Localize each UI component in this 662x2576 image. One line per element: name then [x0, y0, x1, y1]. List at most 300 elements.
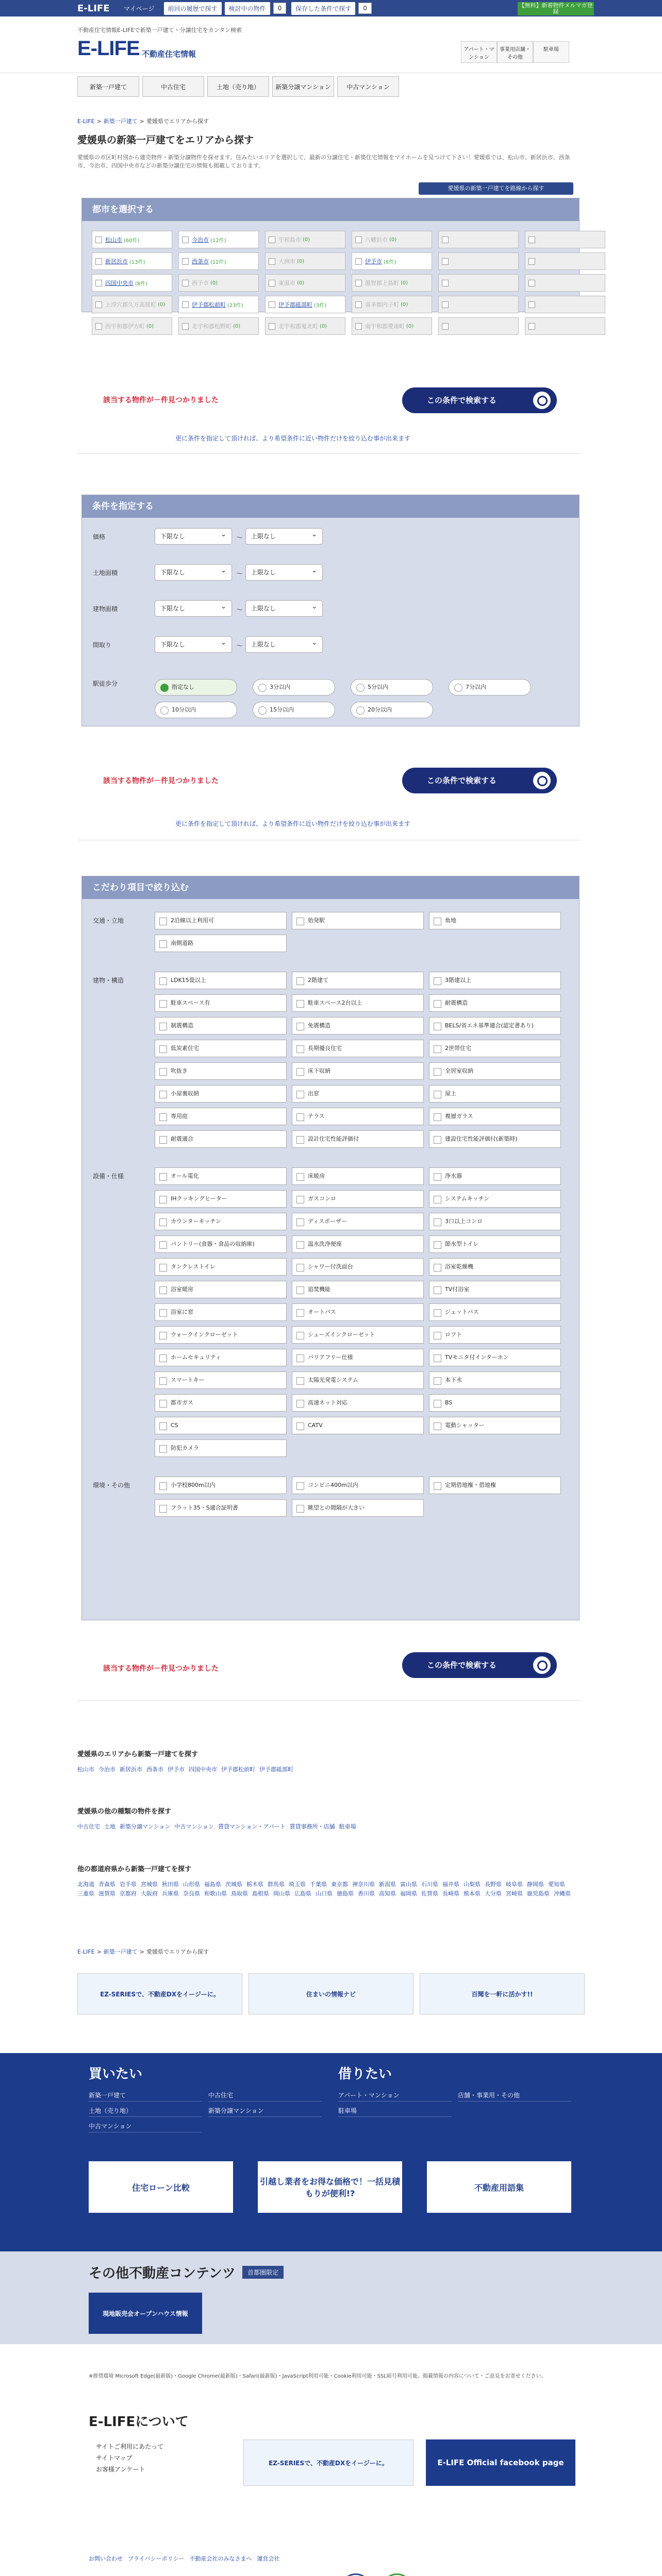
link-item[interactable]: 西条市 [146, 1766, 163, 1773]
kodawari-checkbox[interactable]: TV付浴室 [429, 1281, 561, 1298]
breadcrumb-home[interactable]: E-LIFE [77, 118, 95, 125]
link-item[interactable]: 広島県 [294, 1890, 311, 1897]
link-item[interactable]: 栃木県 [246, 1881, 263, 1888]
kodawari-checkbox[interactable]: 浴室に窓 [155, 1303, 287, 1321]
range-tilde: 〜 [236, 606, 243, 614]
link-item[interactable]: 奈良県 [183, 1890, 200, 1897]
nav-used-mansion[interactable]: 中古マンション [337, 76, 399, 97]
link-item[interactable]: 福井県 [442, 1881, 459, 1888]
city-count: (5件) [384, 259, 396, 265]
kodawari-checkbox[interactable]: フラット35・S適合証明書 [155, 1499, 287, 1517]
buy-title: 買いたい [89, 2066, 143, 2082]
search-button-3[interactable] [402, 1652, 557, 1678]
city-option [525, 252, 605, 270]
breadcrumb-category[interactable]: 新築一戸建て [103, 1948, 138, 1955]
kodawari-checkbox[interactable]: 全居室収納 [429, 1062, 561, 1080]
condition-panel-title: 条件を指定する [82, 495, 579, 518]
link-item[interactable]: 徳島県 [337, 1890, 354, 1897]
global-nav [77, 76, 402, 97]
checkbox-icon [528, 236, 535, 243]
link-item[interactable]: 兵庫県 [162, 1890, 179, 1897]
saved-search-button[interactable]: 保存した条件で探す [291, 2, 355, 15]
link-item[interactable]: 東京都 [331, 1881, 348, 1888]
walk-label: 駅徒歩分 [93, 680, 118, 687]
footer-buy-used-house[interactable]: 中古住宅 [208, 2089, 322, 2102]
search-button-2[interactable] [402, 768, 557, 793]
kodawari-checkbox[interactable]: 本下水 [429, 1371, 561, 1389]
max-select[interactable]: 上限なし ⌄ [245, 528, 323, 545]
city-count: (0) [158, 301, 166, 308]
checkbox-icon [269, 280, 275, 286]
city-option[interactable] [265, 296, 345, 313]
link-item[interactable]: 秋田県 [162, 1881, 179, 1888]
link-item[interactable]: 神奈川県 [352, 1881, 375, 1888]
kodawari-checkbox[interactable]: 制震構造 [155, 1017, 287, 1035]
checkbox-icon [355, 301, 362, 308]
kodawari-checkbox[interactable]: 電動シャッター [429, 1417, 561, 1434]
city-option [438, 274, 519, 292]
footer-rent-business[interactable]: 店舗・事業用・その他 [458, 2089, 571, 2102]
link-item[interactable]: 大分県 [485, 1890, 502, 1897]
link-item[interactable]: 福岡県 [400, 1890, 417, 1897]
checkbox-icon [442, 280, 449, 286]
kodawari-checkbox[interactable]: スマートキー [155, 1371, 287, 1389]
search-button-label: この条件で検索する [427, 1660, 497, 1670]
kodawari-checkbox[interactable]: 出窓 [292, 1085, 424, 1103]
checkbox-icon [95, 323, 102, 330]
city-option[interactable] [92, 274, 172, 292]
city-name: 新居浜市 [105, 258, 128, 265]
link-item[interactable]: 新居浜市 [120, 1766, 142, 1773]
city-count: (0) [146, 323, 154, 329]
nav-land[interactable]: 土地（売り地） [207, 76, 269, 97]
company-link[interactable]: 運営会社 [257, 2555, 280, 2562]
city-option[interactable] [265, 274, 345, 292]
kodawari-checkbox[interactable]: 駐車スペース有 [155, 994, 287, 1012]
other-contents [0, 2251, 662, 2344]
city-option[interactable] [178, 231, 259, 248]
footer-rent-apartment[interactable]: アパート・マンション [338, 2089, 452, 2102]
footer-buy-new-mansion[interactable]: 新築分譲マンション [208, 2105, 322, 2117]
kodawari-checkbox[interactable]: シャワー付洗面台 [292, 1258, 424, 1276]
header-tagline: 不動産住宅情報E-LIFEで新築一戸建て・分譲住宅をカンタン検索 [77, 27, 242, 33]
breadcrumb-bottom: E-LIFE > 新築一戸建て > 愛媛県でエリアから探す [77, 1948, 209, 1955]
kodawari-checkbox[interactable]: BELS/省エネ基準適合(認定書あり) [429, 1017, 561, 1035]
kodawari-checkbox[interactable]: IHクッキングヒーター [155, 1190, 287, 1208]
checkbox-icon [95, 280, 102, 286]
link-item[interactable]: 賃貸事務所・店舗 [289, 1823, 335, 1830]
kodawari-checkbox[interactable]: 南側道路 [155, 935, 287, 952]
city-option [525, 317, 605, 335]
divider [77, 453, 581, 454]
link-item[interactable]: 中古住宅 [77, 1823, 100, 1830]
walk-radio[interactable]: 7分以内 [449, 679, 531, 696]
site-subtitle: 不動産住宅情報 [142, 49, 196, 59]
link-item[interactable]: 大阪府 [141, 1890, 158, 1897]
kodawari-checkbox[interactable]: 始発駅 [292, 912, 424, 929]
checkbox-icon [182, 280, 189, 286]
city-option[interactable] [178, 296, 259, 313]
link-item[interactable]: 鳥取県 [231, 1890, 248, 1897]
kodawari-checkbox[interactable]: シューズインクローゼット [292, 1326, 424, 1344]
footer-links [89, 2554, 279, 2563]
city-name: 南宇和郡愛南町 [365, 323, 405, 330]
link-item[interactable]: 京都府 [120, 1890, 137, 1897]
sumai-navi-banner[interactable]: 住まいの情報ナビ [249, 1973, 413, 2014]
kodawari-checkbox[interactable]: タンクレストイレ [155, 1258, 287, 1276]
link-item[interactable]: 山形県 [183, 1881, 200, 1888]
kodawari-checkbox[interactable]: オール電化 [155, 1167, 287, 1185]
kodawari-checkbox[interactable]: LDK15畳以上 [155, 972, 287, 989]
link-item[interactable]: 宮崎県 [506, 1890, 523, 1897]
link-item[interactable]: 青森県 [98, 1881, 115, 1888]
city-name: 松山市 [105, 236, 122, 243]
nav-new-mansion[interactable]: 新築分譲マンション [272, 76, 334, 97]
kodawari-checkbox[interactable]: カウンターキッチン [155, 1213, 287, 1230]
link-item[interactable]: 山梨県 [464, 1881, 481, 1888]
kodawari-checkbox[interactable]: 3階建以上 [429, 972, 561, 989]
link-item[interactable]: 滋賀県 [98, 1890, 115, 1897]
parking-button[interactable]: 駐車場 [533, 41, 569, 63]
link-item[interactable]: 新潟県 [379, 1881, 396, 1888]
kodawari-checkbox[interactable]: 耐震構造 [429, 994, 561, 1012]
city-name: 上浮穴郡久万高原町 [105, 301, 156, 308]
city-name: 伊予郡砥部町 [278, 301, 312, 308]
checkbox-icon [442, 301, 449, 308]
kodawari-checkbox[interactable]: オートバス [292, 1303, 424, 1321]
city-option[interactable] [352, 274, 432, 292]
kodawari-checkbox[interactable]: 駐車スペース2台以上 [292, 994, 424, 1012]
city-count: (23件) [227, 302, 243, 309]
city-panel-title: 都市を選択する [82, 198, 579, 221]
kodawari-checkbox[interactable]: 定期借地権・借地権 [429, 1477, 561, 1494]
footer-buy-used-mansion[interactable]: 中古マンション [89, 2120, 202, 2132]
city-name: 喜多郡内子町 [365, 301, 399, 308]
top-logo[interactable]: E-LIFE [77, 3, 110, 14]
link-item[interactable]: 富山県 [400, 1881, 417, 1888]
kodawari-group-label: 環境・その他 [93, 1482, 130, 1489]
kodawari-checkbox[interactable]: 小学校800m以内 [155, 1477, 287, 1494]
kodawari-checkbox[interactable]: 小屋裏収納 [155, 1085, 287, 1103]
link-item[interactable]: 四国中央市 [189, 1766, 217, 1773]
search-button-label: この条件で検索する [427, 776, 497, 785]
walk-radio[interactable]: 5分以内 [351, 679, 433, 696]
search-button[interactable] [402, 387, 557, 413]
about-sitemap-link[interactable]: サイトマップ [96, 2454, 133, 2462]
kodawari-checkbox[interactable]: システムキッチン [429, 1190, 561, 1208]
other-types-title: 愛媛県の他の種類の物件を探す [77, 1808, 172, 1816]
kodawari-checkbox[interactable]: 免震構造 [292, 1017, 424, 1035]
recommended-env: ※推奨環境 Microsoft Edge(最新版)・Google Chrome(最新版)・Safari(最新版)・JavaScript利用可能・Cookie利用可能・SSL暗号利用可能。掲載情報の内容について・ご意見をお寄せください。 [89, 2374, 547, 2379]
link-item[interactable]: 岐阜県 [506, 1881, 523, 1888]
city-option[interactable] [352, 296, 432, 313]
link-item[interactable]: 岩手県 [120, 1881, 137, 1888]
min-select[interactable]: 下限なし ⌄ [155, 528, 232, 545]
link-item[interactable]: 愛知県 [548, 1881, 565, 1888]
range-tilde: 〜 [236, 642, 243, 650]
link-item[interactable]: 福島県 [204, 1881, 221, 1888]
newsletter-button[interactable]: 【無料】新着物件メルマガ登録 [518, 2, 594, 15]
kodawari-checkbox[interactable]: コンビニ400m以内 [292, 1477, 424, 1494]
link-item[interactable]: 高知県 [379, 1890, 396, 1897]
kodawari-checkbox[interactable]: 3口以上コンロ [429, 1213, 561, 1230]
link-item[interactable]: 和歌山県 [204, 1890, 227, 1897]
city-option[interactable] [352, 317, 432, 335]
pref-links [77, 1880, 583, 1899]
walk-radio[interactable]: 10分以内 [155, 702, 237, 718]
city-option [438, 252, 519, 270]
privacy-link[interactable]: プライバシーポリシー [128, 2555, 185, 2562]
kodawari-checkbox[interactable]: 浴室乾燥機 [429, 1258, 561, 1276]
nav-new-house[interactable]: 新築一戸建て [77, 76, 139, 97]
kodawari-checkbox[interactable]: TVモニタ付インターホン [429, 1349, 561, 1366]
kodawari-checkbox[interactable]: バリアフリー仕様 [292, 1349, 424, 1366]
footer-rent-parking[interactable]: 駐車場 [338, 2105, 452, 2117]
link-item[interactable]: 伊予市 [168, 1766, 185, 1773]
kodawari-checkbox[interactable]: ホームセキュリティ [155, 1349, 287, 1366]
kodawari-checkbox[interactable]: 節水型トイレ [429, 1235, 561, 1253]
ez-series-banner[interactable]: EZ-SERIESで、不動産DXをイージーに。 [77, 1973, 242, 2014]
max-select[interactable]: 上限なし ⌄ [245, 564, 323, 581]
city-option[interactable] [265, 231, 345, 248]
city-name: 四国中央市 [105, 280, 134, 286]
kodawari-checkbox[interactable]: 低炭素住宅 [155, 1040, 287, 1057]
apartment-button[interactable]: アパート・マンション [461, 41, 497, 63]
contact-link[interactable]: お問い合わせ [89, 2555, 123, 2562]
kodawari-group-label: 交通・立地 [93, 917, 124, 924]
checkbox-icon [528, 258, 535, 265]
link-item[interactable]: 新築分譲マンション [120, 1823, 171, 1830]
loan-banner[interactable]: 住宅ローン比較 [89, 2161, 233, 2213]
checkbox-icon [95, 301, 102, 308]
checkbox-icon [269, 301, 275, 308]
ez-series-banner-2[interactable]: EZ-SERIESで、不動産DXをイージーに。 [243, 2439, 413, 2486]
refine-hint-2: 更に条件を指定して頂ければ、より希望条件に近い物件だけを絞り込む事が出来ます [175, 820, 411, 827]
business-button[interactable]: 事業用店舗・その他 [497, 41, 533, 63]
kodawari-checkbox[interactable]: 浴室暖房 [155, 1281, 287, 1298]
city-option[interactable] [352, 231, 432, 248]
checkbox-icon [355, 236, 362, 243]
refine-hint: 更に条件を指定して頂ければ、より希望条件に近い物件だけを絞り込む事が出来ます [175, 435, 411, 442]
city-count: (0) [303, 236, 310, 243]
association-mark-icon [382, 2573, 412, 2576]
city-count: (0) [401, 301, 408, 308]
checkbox-icon [95, 236, 102, 243]
recent-history-button[interactable]: 前回の履歴で探す [164, 2, 222, 15]
link-item[interactable]: 宮城県 [141, 1881, 158, 1888]
hyakubun-banner[interactable]: 百聞を一軒に活かす!! [420, 1973, 585, 2014]
link-item[interactable]: 北海道 [77, 1881, 94, 1888]
link-item[interactable]: 長崎県 [442, 1890, 459, 1897]
favorite-button[interactable]: 検討中の物件 [225, 2, 270, 15]
kodawari-checkbox[interactable]: 防犯カメラ [155, 1439, 287, 1457]
kodawari-checkbox[interactable]: 複層ガラス [429, 1108, 561, 1125]
city-name: 越智郡上島町 [365, 280, 399, 286]
city-option [525, 231, 605, 248]
link-item[interactable]: 香川県 [358, 1890, 375, 1897]
city-count: (0) [297, 280, 305, 286]
link-item[interactable]: 熊本県 [464, 1890, 481, 1897]
city-name: 伊予市 [365, 258, 382, 265]
city-option[interactable] [92, 296, 172, 313]
link-item[interactable]: 沖縄県 [554, 1890, 571, 1897]
kodawari-checkbox[interactable]: ロフト [429, 1326, 561, 1344]
kodawari-checkbox[interactable]: 床下収納 [292, 1062, 424, 1080]
city-option[interactable] [92, 317, 172, 335]
site-logo[interactable]: E-LIFE [77, 37, 140, 60]
kodawari-panel-title: こだわり項目で絞り込む [82, 876, 579, 899]
link-item[interactable]: 今治市 [98, 1766, 115, 1773]
kodawari-checkbox[interactable]: 専用庭 [155, 1108, 287, 1125]
kodawari-checkbox[interactable]: ガスコンロ [292, 1190, 424, 1208]
min-select[interactable]: 下限なし ⌄ [155, 636, 232, 653]
kodawari-checkbox[interactable]: 床暖房 [292, 1167, 424, 1185]
city-option[interactable] [92, 252, 172, 270]
result-count-text-2: 該当する物件が－件見つかりました [103, 777, 219, 785]
kodawari-checkbox[interactable]: ジェットバス [429, 1303, 561, 1321]
walk-radio[interactable]: 3分以内 [253, 679, 335, 696]
search-icon [533, 1656, 551, 1674]
about-survey-link[interactable]: お客様アンケート [96, 2466, 145, 2473]
link-item[interactable]: 石川県 [421, 1881, 438, 1888]
search-button-label: この条件で検索する [427, 396, 497, 405]
checkbox-icon [182, 323, 189, 330]
kodawari-checkbox[interactable]: CS [155, 1417, 287, 1434]
link-item[interactable]: 群馬県 [268, 1881, 285, 1888]
link-item[interactable]: 鹿児島県 [527, 1890, 550, 1897]
facebook-banner[interactable]: E-LIFE Official facebook page [426, 2439, 575, 2486]
checkbox-icon [269, 258, 275, 265]
breadcrumb-home[interactable]: E-LIFE [77, 1948, 95, 1955]
link-item[interactable]: 伊予郡砥部町 [259, 1766, 293, 1773]
link-item[interactable]: 静岡県 [527, 1881, 544, 1888]
link-item[interactable]: 佐賀県 [421, 1890, 438, 1897]
link-item[interactable]: 駐車場 [339, 1823, 356, 1830]
city-name: 宇和島市 [278, 236, 301, 243]
kodawari-checkbox[interactable]: 角地 [429, 912, 561, 929]
link-item[interactable]: 松山市 [77, 1766, 94, 1773]
kodawari-checkbox[interactable]: 都市ガス [155, 1394, 287, 1412]
kodawari-checkbox[interactable]: ウォークインクローゼット [155, 1326, 287, 1344]
company-logo [89, 2571, 192, 2576]
link-item[interactable]: 島根県 [252, 1890, 269, 1897]
city-option[interactable] [92, 231, 172, 248]
search-icon [533, 772, 551, 789]
breadcrumb-current: 愛媛県でエリアから探す [146, 118, 209, 125]
link-item[interactable]: 茨城県 [225, 1881, 242, 1888]
city-count: (12件) [210, 238, 226, 244]
kodawari-checkbox[interactable]: 温水洗浄便座 [292, 1235, 424, 1253]
link-item[interactable]: 長野県 [485, 1881, 502, 1888]
moving-banner[interactable]: 引越し業者をお得な価格で！一括見積もりが便利!? [258, 2161, 402, 2213]
kodawari-checkbox[interactable]: CATV [292, 1417, 424, 1434]
city-name: 伊予郡松前町 [192, 301, 226, 308]
open-house-card[interactable]: 現地販売会オープンハウス情報 [89, 2293, 202, 2334]
min-select[interactable]: 下限なし ⌄ [155, 564, 232, 581]
city-option [438, 231, 519, 248]
kodawari-checkbox[interactable]: 高速ネット対応 [292, 1394, 424, 1412]
kodawari-checkbox[interactable]: 浄水器 [429, 1167, 561, 1185]
nav-used-house[interactable]: 中古住宅 [142, 76, 204, 97]
kodawari-checkbox[interactable]: ディスポーザー [292, 1213, 424, 1230]
kodawari-checkbox[interactable]: 設計住宅性能評価付 [292, 1130, 424, 1148]
breadcrumb-category[interactable]: 新築一戸建て [103, 118, 138, 125]
kodawari-checkbox[interactable]: 耐震適合 [155, 1130, 287, 1148]
link-item[interactable]: 賃貸マンション・アパート [218, 1823, 286, 1830]
kodawari-checkbox[interactable]: BS [429, 1394, 561, 1412]
kodawari-checkbox[interactable]: 太陽光発電システム [292, 1371, 424, 1389]
city-option[interactable] [178, 274, 259, 292]
walk-radio[interactable]: 20分以内 [351, 702, 433, 718]
search-icon [533, 392, 551, 409]
other-type-links [77, 1822, 583, 1832]
kodawari-checkbox[interactable]: 吹抜き [155, 1062, 287, 1080]
city-name: 八幡浜市 [365, 236, 388, 243]
city-option[interactable] [265, 252, 345, 270]
kodawari-checkbox[interactable]: 2階建て [292, 972, 424, 989]
city-option[interactable] [265, 317, 345, 335]
city-option[interactable] [178, 317, 259, 335]
walk-radio[interactable]: 指定なし [155, 679, 237, 696]
city-count: (0) [210, 280, 218, 286]
max-select[interactable]: 上限なし ⌄ [245, 636, 323, 653]
kodawari-checkbox[interactable]: 建設住宅性能評価付(新築時) [429, 1130, 561, 1148]
mypage-link[interactable]: マイページ [124, 5, 155, 12]
result-count-text-3: 該当する物件が－件見つかりました [103, 1665, 219, 1673]
result-count-text: 該当する物件が－件見つかりました [103, 396, 219, 404]
city-grid [92, 231, 605, 335]
condition-label: 間取り [93, 641, 112, 649]
about-title: E-LIFEについて [89, 2414, 189, 2430]
kodawari-checkbox[interactable]: 長期優良住宅 [292, 1040, 424, 1057]
kodawari-checkbox[interactable]: 2沿線以上利用可 [155, 912, 287, 929]
city-option[interactable] [352, 252, 432, 270]
search-by-line-button[interactable]: 愛媛県の新築一戸建てを路線から探す [419, 182, 573, 195]
footer-buy-land[interactable]: 土地（売り地） [89, 2105, 202, 2117]
link-item[interactable]: 山口県 [316, 1890, 333, 1897]
walk-radio[interactable]: 15分以内 [253, 702, 335, 718]
rent-title: 借りたい [338, 2066, 392, 2082]
link-item[interactable]: 岡山県 [273, 1890, 290, 1897]
link-item[interactable]: 中古マンション [174, 1823, 214, 1830]
city-name: 西宇和郡伊方町 [105, 323, 145, 330]
city-count: (0) [389, 236, 397, 243]
link-item[interactable]: 埼玉県 [289, 1881, 306, 1888]
kodawari-checkbox[interactable]: 眺望との間隔が大きい [292, 1499, 424, 1517]
kodawari-checkbox[interactable]: 追焚機能 [292, 1281, 424, 1298]
kodawari-checkbox[interactable]: テラス [292, 1108, 424, 1125]
business-link[interactable]: 不動産会社のみなさまへ [189, 2555, 252, 2562]
kodawari-checkbox[interactable]: 屋上 [429, 1085, 561, 1103]
about-usage-link[interactable]: サイトご利用にあたって [96, 2443, 164, 2450]
glossary-banner[interactable]: 不動産用語集 [427, 2161, 571, 2213]
footer-buy-new-house[interactable]: 新築一戸建て [89, 2089, 202, 2102]
link-item[interactable]: 千葉県 [310, 1881, 327, 1888]
min-select[interactable]: 下限なし ⌄ [155, 600, 232, 617]
city-option [438, 317, 519, 335]
kodawari-checkbox[interactable]: パントリー(食器・食品の収納庫) [155, 1235, 287, 1253]
range-tilde: 〜 [236, 570, 243, 578]
link-item[interactable]: 伊予郡松前町 [221, 1766, 255, 1773]
kodawari-checkbox[interactable]: 2世帯住宅 [429, 1040, 561, 1057]
page-title: 愛媛県の新築一戸建てをエリアから探す [77, 134, 254, 146]
max-select[interactable]: 上限なし ⌄ [245, 600, 323, 617]
city-option[interactable] [178, 252, 259, 270]
checkbox-icon [442, 258, 449, 265]
checkbox-icon [528, 301, 535, 308]
link-item[interactable]: 三重県 [77, 1890, 94, 1897]
link-item[interactable]: 土地 [104, 1823, 115, 1830]
